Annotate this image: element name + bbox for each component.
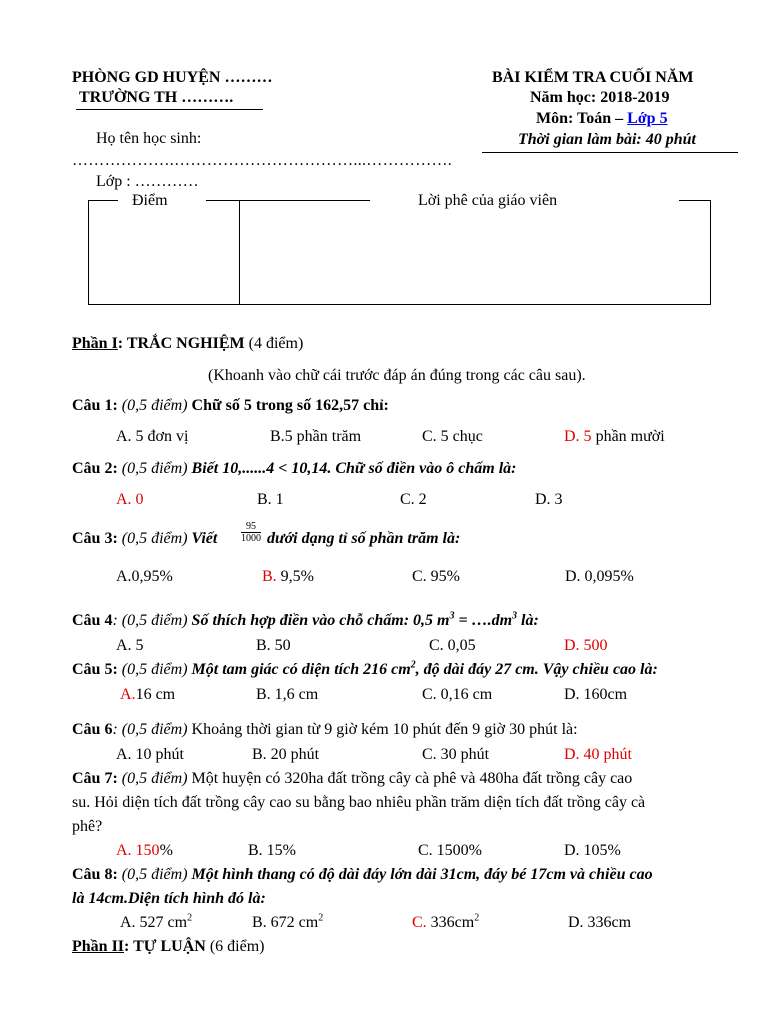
q1-option-d[interactable]: D. 5 phần mười [564, 428, 665, 445]
grade-box-left-edge [88, 200, 89, 305]
q2-option-d[interactable]: D. 3 [535, 491, 563, 508]
q8-option-d[interactable]: D. 336cm [568, 914, 632, 931]
q8-option-b[interactable]: B. 672 $cm^2$ [252, 912, 324, 931]
q8-option-c[interactable]: C. $336cm^2$ [412, 912, 480, 931]
q1-option-b[interactable]: B.5 phần trăm [270, 428, 362, 445]
question-3-start: Câu 3: (0,5 điểm) Viết [72, 530, 218, 547]
question-1: Câu 1: (0,5 điểm) Chữ số 5 trong số 162,57 chỉ: [72, 397, 389, 414]
q6-option-a[interactable]: A. 10 phút [116, 746, 184, 763]
student-name-field[interactable]: ……………….……………………………...……………. [72, 152, 453, 169]
question-7: Câu 7: (0,5 điểm) Một huyện có 320ha đất trồng cây cà phê và 480ha đất trồng cây cao [72, 770, 633, 787]
q3-option-d[interactable]: D. 0,095% [565, 568, 634, 585]
q7-option-b[interactable]: B. 15% [248, 842, 296, 859]
part1-heading: Phần I: TRẮC NGHIỆM (4 điểm) [72, 335, 304, 352]
grade-box-top-right [679, 200, 711, 201]
part2-heading: Phần II: TỰ LUẬN (6 điểm) [72, 938, 265, 955]
q3-option-b[interactable]: B. 9,5% [262, 568, 314, 585]
q8-option-a[interactable]: A. 527 $cm^2$ [120, 912, 193, 931]
question-8: Câu 8: (0,5 điểm) Một hình thang có độ dài đáy lớn dài 31cm, đáy bé 17cm và chiều cao [72, 866, 653, 883]
question-5: Câu 5: (0,5 điểm) Một tam giác có diện tích 216 $cm^2$, độ dài đáy 27 cm. Vậy chiều cao là: [72, 659, 658, 678]
q7-option-c[interactable]: C. 1500% [418, 842, 482, 859]
q2-option-a[interactable]: A. 0 [116, 491, 144, 508]
grade-box-right-edge [710, 200, 711, 305]
school-name: TRƯỜNG TH ………. [79, 89, 234, 106]
subject-line: Môn: Toán – Lớp 5 [536, 110, 668, 127]
q3-fraction: $\frac{95}{1000}$ [241, 521, 261, 544]
q4-option-d[interactable]: D. 500 [564, 637, 608, 654]
q5-option-a[interactable]: A.16 cm [120, 686, 176, 703]
score-label: Điểm [132, 192, 168, 209]
question-3-end: dưới dạng tỉ số phần trăm là: [267, 530, 461, 547]
grade-box-bottom [88, 304, 711, 305]
q2-option-c[interactable]: C. 2 [400, 491, 427, 508]
q2-option-b[interactable]: B. 1 [257, 491, 284, 508]
q3-option-a[interactable]: A.0,95% [116, 568, 173, 585]
q6-option-c[interactable]: C. 30 phút [422, 746, 490, 763]
q4-option-a[interactable]: A. 5 [116, 637, 144, 654]
teacher-comment-label: Lời phê của giáo viên [418, 192, 558, 209]
question-8-line-2: là 14cm.Diện tích hình đó là: [72, 890, 266, 907]
department-name: PHÒNG GD HUYỆN ……… [72, 69, 273, 86]
q5-option-b[interactable]: B. 1,6 cm [256, 686, 319, 703]
q5-option-c[interactable]: C. 0,16 cm [422, 686, 493, 703]
question-2: Câu 2: (0,5 điểm) Biết 10,......4 < 10,14. Chữ số điền vào ô chấm là: [72, 460, 517, 477]
q3-option-c[interactable]: C. 95% [412, 568, 460, 585]
q5-option-d[interactable]: D. 160cm [564, 686, 628, 703]
class-field[interactable]: Lớp : ………… [96, 173, 199, 190]
part1-instruction: (Khoanh vào chữ cái trước đáp án đúng trong các câu sau). [208, 367, 586, 384]
time-limit: Thời gian làm bài: 40 phút [518, 131, 696, 148]
q7-option-d[interactable]: D. 105% [564, 842, 621, 859]
student-name-label: Họ tên học sinh: [96, 130, 202, 147]
question-7-line-3: phê? [72, 818, 103, 835]
question-7-line-2: su. Hỏi diện tích đất trồng cây cao su bằng bao nhiêu phần trăm diện tích đất trồng cây cà [72, 794, 646, 811]
grade-box-divider [239, 200, 240, 305]
q1-option-a[interactable]: A. 5 đơn vị [116, 428, 189, 445]
grade-box-top-left [88, 200, 118, 201]
grade-box-top-mid [206, 200, 370, 201]
school-year: Năm học: 2018-2019 [530, 89, 670, 106]
q6-option-d[interactable]: D. 40 phút [564, 746, 632, 763]
question-4: Câu 4: (0,5 điểm) Số thích hợp điền vào chỗ chấm: 0,5 $m^3$ = $\dots.dm^3$ là: [72, 610, 539, 629]
header-left-divider [76, 109, 263, 110]
q6-option-b[interactable]: B. 20 phút [252, 746, 320, 763]
class-link[interactable]: Lớp 5 [627, 110, 668, 127]
exam-title: BÀI KIỂM TRA CUỐI NĂM [492, 69, 694, 86]
q1-option-c[interactable]: C. 5 chục [422, 428, 483, 445]
header-right-divider [482, 152, 738, 153]
question-6: Câu 6: (0,5 điểm) Khoảng thời gian từ 9 giờ kém 10 phút đến 9 giờ 30 phút là: [72, 721, 578, 738]
q4-option-b[interactable]: B. 50 [256, 637, 291, 654]
q7-option-a[interactable]: A. 150% [116, 842, 173, 859]
q4-option-c[interactable]: C. 0,05 [429, 637, 476, 654]
